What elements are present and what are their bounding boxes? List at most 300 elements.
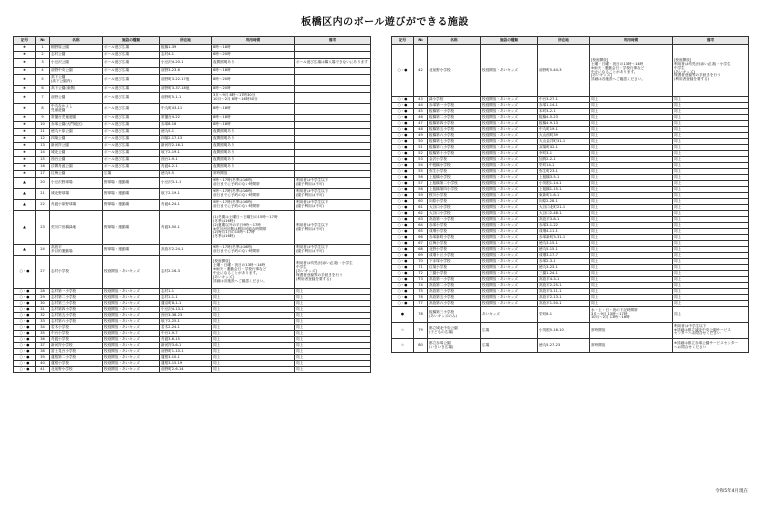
- cell-name: 板橋第七小学校: [428, 139, 481, 145]
- cell-address: 高島平4-3-1: [538, 277, 590, 283]
- cell-type: 校庭開放・あいキッズ: [103, 349, 160, 355]
- cell-notes: [295, 93, 371, 104]
- cell-name: 都立赤塚公園 (いきいき広場): [428, 339, 481, 353]
- cell-notes: [295, 136, 371, 143]
- cell-type: 広場: [481, 323, 538, 339]
- table-row: [14, 68, 371, 75]
- cell-symbol: ○・●: [392, 139, 414, 145]
- cell-hours: 常時開放: [590, 339, 673, 353]
- cell-address: 西台1-9-1: [160, 157, 212, 164]
- table-row: [14, 129, 371, 136]
- cell-number: 7: [36, 93, 50, 104]
- cell-number: 28: [36, 289, 50, 295]
- cell-type: 校庭開放・あいキッズ: [481, 283, 538, 289]
- cell-type: 校庭開放・あいキッズ: [103, 361, 160, 367]
- cell-type: 校庭開放・あいキッズ: [103, 319, 160, 325]
- cell-notes: 同上: [673, 277, 749, 283]
- cell-number: 63: [414, 217, 428, 223]
- cell-type: 校庭開放・あいキッズ: [481, 109, 538, 115]
- cell-name: 舟渡小学校: [50, 337, 103, 343]
- cell-notes: 同上: [673, 223, 749, 229]
- cell-address: 志村2-16-3: [160, 256, 212, 289]
- cell-name: 大谷口小学校: [428, 211, 481, 217]
- table-row: [14, 189, 371, 200]
- cell-name: 高下公園(東側): [50, 86, 103, 93]
- cell-number: 60: [414, 199, 428, 205]
- table-row: [14, 157, 371, 164]
- cell-address: 高島平3-11-1: [538, 289, 590, 295]
- cell-notes: [295, 129, 371, 136]
- cell-number: 68: [414, 247, 428, 253]
- cell-address: 前野町5-1-1: [160, 93, 212, 104]
- header-type: 施設の種類: [103, 37, 160, 45]
- cell-name: 紅梅公園: [50, 171, 103, 178]
- cell-hours: 夜間照明あり: [212, 129, 295, 136]
- cell-number: 73: [414, 277, 428, 283]
- cell-number: 71: [414, 265, 428, 271]
- cell-hours: 同上: [590, 265, 673, 271]
- cell-symbol: ★: [14, 68, 36, 75]
- cell-hours: 同上: [590, 205, 673, 211]
- cell-number: 45: [414, 109, 428, 115]
- cell-symbol: ★: [14, 136, 36, 143]
- header-number: №: [36, 37, 50, 45]
- cell-symbol: ○・●: [392, 235, 414, 241]
- cell-symbol: ★: [14, 115, 36, 122]
- cell-symbol: ★: [14, 52, 36, 59]
- table-row: [14, 45, 371, 52]
- cell-number: 21: [36, 189, 50, 200]
- cell-name: 高島平 多目的運動場: [50, 245, 103, 256]
- cell-notes: 同上: [295, 343, 371, 349]
- cell-type: 校庭開放・あいキッズ: [103, 313, 160, 319]
- cell-type: ボール遊び広場: [103, 75, 160, 86]
- cell-number: 36: [36, 337, 50, 343]
- cell-hours: 同上: [590, 139, 673, 145]
- cell-hours: 同上: [590, 199, 673, 205]
- cell-hours: 同上: [212, 367, 295, 373]
- cell-name: 赤塚新町小学校: [428, 235, 481, 241]
- cell-symbol: ○・●: [392, 229, 414, 235]
- cell-address: 徳丸5-15-1: [538, 247, 590, 253]
- cell-number: 29: [36, 295, 50, 301]
- cell-number: 14: [36, 150, 50, 157]
- cell-type: 広場: [103, 171, 160, 178]
- cell-name: 常盤台児童遊園: [50, 115, 103, 122]
- cell-address: 大谷口2-48-1: [538, 211, 590, 217]
- cell-number: 51: [414, 145, 428, 151]
- cell-type: ボール遊び広場: [103, 104, 160, 115]
- table-row: [14, 52, 371, 59]
- cell-type: ボール遊び広場: [103, 150, 160, 157]
- header-notes: 備考: [673, 37, 749, 45]
- cell-type: 校庭開放・あいキッズ: [481, 235, 538, 241]
- cell-hours: 9時～17時(冬季は16時) 前日までに予約のない時間帯: [212, 189, 295, 200]
- cell-symbol: ★: [14, 75, 36, 86]
- cell-notes: 同上: [673, 145, 749, 151]
- cell-name: 桜川小学校: [428, 193, 481, 199]
- cell-name: 上板橋第四小学校: [428, 187, 481, 193]
- cell-number: 35: [36, 331, 50, 337]
- cell-hours: 常時開放: [212, 171, 295, 178]
- cell-symbol: ○・●: [392, 193, 414, 199]
- cell-type: 校庭開放・あいキッズ: [481, 277, 538, 283]
- cell-hours: 8時～20時: [212, 52, 295, 59]
- cell-notes: 同上: [295, 331, 371, 337]
- cell-symbol: ★: [14, 59, 36, 68]
- cell-notes: 利用者は中学生以下 (園子利用は不可): [295, 178, 371, 189]
- cell-number: 61: [414, 205, 428, 211]
- cell-name: 北前野小学校: [50, 367, 103, 373]
- cell-number: 80: [414, 339, 428, 353]
- cell-address: 赤塚8-16: [160, 122, 212, 129]
- cell-symbol: ○・●: [392, 115, 414, 121]
- cell-notes: [295, 164, 371, 171]
- cell-name: 中丸なかよし 児童遊園: [50, 104, 103, 115]
- cell-number: 74: [414, 283, 428, 289]
- cell-symbol: ○・●: [392, 259, 414, 265]
- cell-name: 板橋第十小学校: [428, 151, 481, 157]
- cell-name: 舟渡小原野球場: [50, 200, 103, 211]
- cell-address: 前野町5-44-3: [538, 45, 590, 97]
- cell-number: 27: [36, 256, 50, 289]
- cell-type: ボール遊び広場: [103, 93, 160, 104]
- cell-name: 新河岸小学校: [50, 343, 103, 349]
- cell-hours: 同上: [590, 163, 673, 169]
- cell-type: 校庭開放・あいキッズ: [481, 139, 538, 145]
- cell-number: 53: [414, 157, 428, 163]
- cell-address: 徳丸3-23-1: [538, 265, 590, 271]
- cell-symbol: ○・●: [14, 325, 36, 331]
- cell-type: 野球場・運動場: [103, 211, 160, 245]
- cell-notes: [295, 171, 371, 178]
- cell-notes: 同上: [673, 157, 749, 163]
- cell-number: 2: [36, 52, 50, 59]
- cell-hours: 同上: [590, 97, 673, 103]
- table-row: [14, 200, 371, 211]
- cell-address: 板橋4-5-23: [538, 115, 590, 121]
- cell-name: 新河岸公園: [50, 143, 103, 150]
- cell-name: 志村公園: [50, 52, 103, 59]
- cell-hours: 同上: [590, 115, 673, 121]
- cell-type: 校庭開放・あいキッズ: [481, 295, 538, 301]
- cell-type: 校庭開放・あいキッズ: [481, 259, 538, 265]
- cell-symbol: ★: [14, 150, 36, 157]
- cell-address: 高島平2-13-1: [538, 295, 590, 301]
- cell-symbol: ○・●: [392, 295, 414, 301]
- cell-symbol: ○・●: [392, 109, 414, 115]
- cell-notes: 同上: [295, 313, 371, 319]
- cell-symbol: ★: [14, 164, 36, 171]
- cell-hours: 同上: [590, 229, 673, 235]
- cell-hours: 常時開放: [590, 323, 673, 339]
- cell-hours: 同上: [590, 187, 673, 193]
- cell-type: ボール遊び広場: [103, 157, 160, 164]
- cell-symbol: ☆: [392, 339, 414, 353]
- table-header-row: [392, 37, 749, 45]
- cell-hours: 8時～18時: [212, 45, 295, 52]
- cell-type: 校庭開放・あいキッズ: [481, 169, 538, 175]
- cell-name: 下赤塚小学校: [428, 259, 481, 265]
- cell-symbol: ★: [14, 86, 36, 93]
- cell-symbol: ○・●: [392, 199, 414, 205]
- cell-number: 72: [414, 271, 428, 277]
- cell-type: ボール遊び広場: [103, 143, 160, 150]
- cell-hours: 夜間照明あり: [212, 150, 295, 157]
- cell-notes: 利用者は中学生以下 (園子利用は不可): [295, 245, 371, 256]
- cell-number: 62: [414, 211, 428, 217]
- cell-symbol: ○・●: [392, 45, 414, 97]
- cell-hours: 夜間照明あり: [212, 157, 295, 164]
- cell-hours: 同上: [212, 301, 295, 307]
- cell-notes: 同上: [673, 127, 749, 133]
- cell-name: 志村第二小学校: [50, 295, 103, 301]
- table-row: [14, 211, 371, 245]
- cell-notes: 同上: [295, 301, 371, 307]
- cell-number: 4: [36, 68, 50, 75]
- cell-hours: (1)冬期は土曜日～日曜日の15時～17時 (冬季は16時) (2)夏期以外の平日9時～17時 ※荒川河川敷は利用可能な時間帯 (2)毎月1日の15時～17時 (冬季は16時): [212, 211, 295, 245]
- cell-address: 栄町6-1: [538, 307, 590, 323]
- cell-type: 校庭開放・あいキッズ: [481, 45, 538, 97]
- cell-address: 舟渡3-50-1: [160, 211, 212, 245]
- cell-address: 赤塚3-1-22: [538, 223, 590, 229]
- cell-address: 大山金井町31-1: [538, 139, 590, 145]
- cell-notes: 同上: [673, 205, 749, 211]
- cell-notes: 同上: [673, 271, 749, 277]
- header-name: 名称: [50, 37, 103, 45]
- cell-type: 校庭開放・あいキッズ: [481, 265, 538, 271]
- cell-symbol: ○・●: [14, 349, 36, 355]
- cell-hours: 同上: [212, 337, 295, 343]
- cell-number: 78: [414, 307, 428, 323]
- cell-notes: 同上: [673, 193, 749, 199]
- cell-notes: [295, 104, 371, 115]
- cell-address: 高島平2-25-1: [538, 283, 590, 289]
- cell-name: 三園小学校: [428, 271, 481, 277]
- cell-symbol: ●: [392, 307, 414, 323]
- cell-hours: 同上: [212, 325, 295, 331]
- cell-notes: 同上: [295, 355, 371, 361]
- cell-number: 48: [414, 127, 428, 133]
- cell-name: 板橋第五小学校: [428, 127, 481, 133]
- cell-symbol: ○・●: [14, 367, 36, 373]
- cell-number: 69: [414, 253, 428, 259]
- cell-hours: 同上: [212, 295, 295, 301]
- cell-hours: 同上: [590, 301, 673, 307]
- cell-hours: [校庭開放] 土曜・日曜・祝日の13時～14時 ※雨天・運動会日・学校行事など 中止になることがあります。 [あいキッズ] 詳細は各施設へご確認ください。: [590, 45, 673, 97]
- cell-address: 高島平2-24-1: [160, 245, 212, 256]
- table-row: [14, 245, 371, 256]
- cell-type: 校庭開放・あいキッズ: [481, 151, 538, 157]
- cell-type: 校庭開放・あいキッズ: [103, 331, 160, 337]
- cell-address: 上板橋1-15-1: [538, 187, 590, 193]
- cell-hours: 同上: [590, 151, 673, 157]
- cell-name: 高島第二小学校: [428, 283, 481, 289]
- cell-name: 徳丸ケ原公園: [50, 129, 103, 136]
- cell-symbol: ○・●: [14, 343, 36, 349]
- table-row: [14, 178, 371, 189]
- cell-type: 野球場・運動場: [103, 245, 160, 256]
- cell-notes: 同上: [295, 319, 371, 325]
- cell-hours: [校庭開放] 土曜・日曜・祝日の13時～14時 ※雨天・運動会日・学校行事など 中止になることがあります。 [あいキッズ] 詳細は各施設へご確認ください。: [212, 256, 295, 289]
- cell-name: 大谷口小学校: [428, 205, 481, 211]
- cell-type: 校庭開放・あいキッズ: [481, 97, 538, 103]
- cell-number: 40: [36, 361, 50, 367]
- cell-type: ボール遊び広場: [103, 164, 160, 171]
- cell-address: 徳丸3-15-1: [538, 241, 590, 247]
- cell-name: 前野中央公園: [50, 68, 103, 75]
- cell-hours: 8時～18時: [212, 122, 295, 129]
- cell-symbol: ○・●: [392, 127, 414, 133]
- cell-address: 中丸町43-11: [160, 104, 212, 115]
- cell-number: 33: [36, 319, 50, 325]
- cell-type: 校庭開放・あいキッズ: [481, 253, 538, 259]
- cell-type: 校庭開放・あいキッズ: [481, 229, 538, 235]
- cell-hours: 9時～17時(冬季は16時) 前日までに予約のない時間帯: [212, 245, 295, 256]
- cell-address: 板橋1-39: [160, 45, 212, 52]
- cell-symbol: ○・●: [14, 337, 36, 343]
- cell-number: 17: [36, 171, 50, 178]
- cell-notes: 同上: [673, 211, 749, 217]
- table-row: [14, 367, 371, 373]
- cell-notes: 同上: [673, 265, 749, 271]
- cell-number: 67: [414, 241, 428, 247]
- cell-address: 新河岸2-16-1: [160, 143, 212, 150]
- cell-symbol: ○・●: [392, 271, 414, 277]
- cell-notes: [295, 143, 371, 150]
- cell-name: 上板橋第二小学校: [428, 181, 481, 187]
- cell-symbol: ○・●: [14, 289, 36, 295]
- cell-hours: 同上: [590, 289, 673, 295]
- cell-hours: 同上: [590, 247, 673, 253]
- cell-type: 校庭開放・あいキッズ: [481, 217, 538, 223]
- cell-address: 四葉2-17-13: [160, 136, 212, 143]
- cell-address: 双葉町42-1: [538, 145, 590, 151]
- cell-number: 16: [36, 164, 50, 171]
- cell-name: 志村小学校: [50, 256, 103, 289]
- cell-symbol: ★: [14, 171, 36, 178]
- cell-address: 小茂根5-16-10: [538, 323, 590, 339]
- cell-notes: 同上: [673, 139, 749, 145]
- cell-hours: 8時～18時: [212, 68, 295, 75]
- cell-symbol: ○・●: [392, 247, 414, 253]
- header-type: 施設の種類: [481, 37, 538, 45]
- cell-symbol: ○・●: [392, 223, 414, 229]
- cell-hours: 8時～18時: [212, 115, 295, 122]
- cell-name: 北野小学校: [428, 247, 481, 253]
- cell-hours: 夜間照明あり: [212, 143, 295, 150]
- cell-number: 59: [414, 193, 428, 199]
- cell-hours: 同上: [212, 319, 295, 325]
- cell-name: 赤塚第一小学校: [428, 103, 481, 109]
- cell-symbol: ○・●: [392, 289, 414, 295]
- cell-address: 成増3-17-7: [538, 253, 590, 259]
- cell-type: ボール遊び広場: [103, 45, 160, 52]
- cell-number: 75: [414, 289, 428, 295]
- cell-notes: 同上: [673, 241, 749, 247]
- cell-hours: 同上: [212, 331, 295, 337]
- cell-type: 校庭開放・あいキッズ: [481, 145, 538, 151]
- cell-notes: 同上: [673, 301, 749, 307]
- cell-symbol: ○・●: [14, 319, 36, 325]
- cell-address: 徳丸5-1: [160, 129, 212, 136]
- cell-type: ボール遊び広場: [103, 129, 160, 136]
- cell-address: 前野町2-6-14: [160, 367, 212, 373]
- cell-symbol: ○・●: [392, 211, 414, 217]
- cell-name: 荒川戸田橋緑地: [50, 211, 103, 245]
- cell-name: 前野公園: [50, 93, 103, 104]
- table-row: [14, 143, 371, 150]
- cell-notes: 同上: [673, 181, 749, 187]
- cell-address: 志村1-1-1: [160, 295, 212, 301]
- cell-notes: 同上: [295, 367, 371, 373]
- cell-address: 上板橋3-5-1: [538, 175, 590, 181]
- cell-number: 70: [414, 259, 428, 265]
- cell-number: 5: [36, 75, 50, 86]
- cell-type: 校庭開放・あいキッズ: [481, 163, 538, 169]
- cell-name: 志村第四小学校: [50, 307, 103, 313]
- cell-number: 44: [414, 103, 428, 109]
- cell-name: 板橋第三小学校 (あいキッズのみ): [428, 307, 481, 323]
- cell-hours: 同上: [212, 343, 295, 349]
- cell-address: 蓮根3-10-1: [160, 355, 212, 361]
- header-address: 所在地: [538, 37, 590, 45]
- cell-type: 校庭開放・あいキッズ: [481, 211, 538, 217]
- cell-type: 校庭開放・あいキッズ: [481, 199, 538, 205]
- cell-symbol: ★: [14, 104, 36, 115]
- cell-hours: 9時～17時(冬季は16時) 前日までに予約のない時間帯: [212, 200, 295, 211]
- cell-type: 野球場・運動場: [103, 200, 160, 211]
- cell-notes: 同上: [673, 247, 749, 253]
- cell-address: 赤塚1-14-1: [538, 103, 590, 109]
- cell-type: 校庭開放・あいキッズ: [103, 289, 160, 295]
- cell-number: 20: [36, 178, 50, 189]
- cell-name: 上板橋小学校: [428, 175, 481, 181]
- cell-hours: 8時～18時: [212, 104, 295, 115]
- cell-notes: 同上: [673, 229, 749, 235]
- cell-name: 蓮根第二小学校: [50, 355, 103, 361]
- cell-address: 西台3-38-23: [160, 313, 212, 319]
- cell-number: 77: [414, 301, 428, 307]
- cell-type: 校庭開放・あいキッズ: [481, 301, 538, 307]
- cell-number: 58: [414, 187, 428, 193]
- header-hours: 利用時間: [212, 37, 295, 45]
- cell-hours: 同上: [590, 241, 673, 247]
- cell-symbol: ○・●: [392, 265, 414, 271]
- cell-notes: 利用者は幼児(付添い必須)・小学生 中学生 [あいキッズ] 保護者登録等の手続きを行う (利用者登録を要する): [295, 256, 371, 289]
- cell-address: 蓮根3-15-19: [160, 361, 212, 367]
- cell-type: 校庭開放・あいキッズ: [481, 247, 538, 253]
- cell-address: 新河岸3-6-1: [160, 343, 212, 349]
- cell-notes: [295, 45, 371, 52]
- cell-name: 浮間舟渡公園: [50, 164, 103, 171]
- cell-hours: 同上: [212, 349, 295, 355]
- cell-name: 高島第六小学校: [428, 301, 481, 307]
- header-address: 所在地: [160, 37, 212, 45]
- cell-type: 校庭開放・あいキッズ: [103, 301, 160, 307]
- cell-symbol: ○・●: [14, 307, 36, 313]
- cell-symbol: ○・●: [392, 283, 414, 289]
- cell-number: 31: [36, 307, 50, 313]
- cell-hours: 同上: [590, 103, 673, 109]
- cell-notes: 同上: [295, 289, 371, 295]
- cell-type: ボール遊び広場: [103, 52, 160, 59]
- cell-name: 城北公園: [50, 150, 103, 157]
- cell-number: 34: [36, 325, 50, 331]
- cell-number: 11: [36, 129, 50, 136]
- cell-number: 65: [414, 229, 428, 235]
- cell-notes: 同上: [673, 115, 749, 121]
